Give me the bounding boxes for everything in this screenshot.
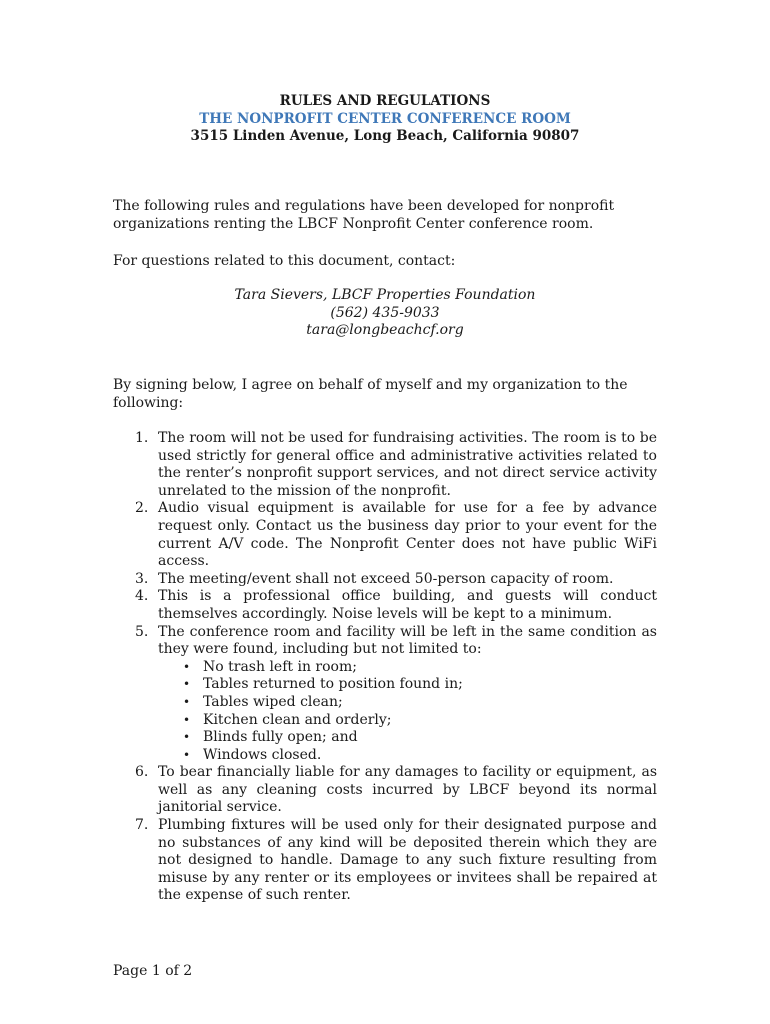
rule-text: The conference room and facility will be left in the same condition as they were found, including but not limited to: bbox=[158, 623, 657, 658]
rule-text: Plumbing fixtures will be used only for their designated purpose and no substances of any kind will be deposited therein which they are not designed to handle. Damage to any such fixture resulting from misuse by any renter or its employees or invitees shall be repaired at the expense of such renter. bbox=[158, 817, 657, 904]
contact-phone: (562) 435-9033 bbox=[330, 304, 440, 321]
rule-text: The meeting/event shall not exceed 50-person capacity of room. bbox=[158, 570, 614, 587]
rule-item bbox=[113, 430, 657, 500]
condition-item bbox=[158, 659, 657, 677]
bullet-icon: • bbox=[183, 659, 191, 674]
rule-text: Audio visual equipment is available for use for a fee by advance request only. Contact us the business day prior to your event for the current A/V code. The Nonprofit Center does not have public WiFi access. bbox=[158, 500, 657, 570]
page-number: Page 1 of 2 bbox=[113, 963, 193, 979]
document-address: 3515 Linden Avenue, Long Beach, California 90807 bbox=[190, 128, 580, 144]
rule-number: 1. bbox=[135, 430, 149, 446]
rule-number: 5. bbox=[135, 623, 149, 640]
rule-item bbox=[113, 588, 657, 623]
rule-item bbox=[113, 817, 657, 905]
rule-number: 6. bbox=[135, 764, 149, 781]
condition-item bbox=[158, 712, 657, 730]
rule-item bbox=[113, 571, 657, 589]
condition-item bbox=[158, 729, 657, 747]
document-subtitle: THE NONPROFIT CENTER CONFERENCE ROOM bbox=[199, 110, 571, 127]
agreement-paragraph: By signing below, I agree on behalf of myself and my organization to the following: bbox=[113, 377, 628, 411]
bullet-icon: • bbox=[183, 747, 191, 762]
condition-text: Tables returned to position found in; bbox=[203, 676, 463, 693]
document-title: RULES AND REGULATIONS bbox=[279, 93, 491, 109]
rule-item bbox=[113, 764, 657, 817]
condition-text: Windows closed. bbox=[203, 746, 322, 763]
contact-block bbox=[0, 287, 770, 340]
rule-number: 4. bbox=[135, 588, 149, 605]
rule-text: This is a professional office building, and guests will conduct themselves accordingly. Noise levels will be kept to a minimum. bbox=[158, 588, 657, 622]
bullet-icon: • bbox=[183, 730, 191, 745]
contact-name: Tara Sievers, LBCF Properties Foundation bbox=[234, 287, 536, 303]
rule-number: 3. bbox=[135, 570, 149, 587]
condition-item bbox=[158, 747, 657, 765]
rule-text: The room will not be used for fundraising activities. The room is to be used strictly for general office and administrative activities related to the renter’s nonprofit support services, and not direct service activity unrelated to the mission of the nonprofit. bbox=[158, 430, 657, 499]
rules-list bbox=[113, 430, 657, 905]
bullet-icon: • bbox=[183, 677, 191, 692]
document-header bbox=[0, 93, 770, 146]
condition-text: Kitchen clean and orderly; bbox=[203, 711, 392, 728]
rule-number: 7. bbox=[135, 817, 149, 834]
bullet-icon: • bbox=[183, 712, 191, 727]
bullet-icon: • bbox=[183, 694, 191, 709]
contact-email: tara@longbeachcf.org bbox=[306, 322, 464, 338]
condition-text: Tables wiped clean; bbox=[203, 693, 343, 710]
questions-paragraph: For questions related to this document, contact: bbox=[113, 253, 456, 269]
rule-item bbox=[113, 500, 657, 570]
condition-text: No trash left in room; bbox=[203, 658, 357, 675]
intro-paragraph: The following rules and regulations have been developed for nonprofit organizations renting the LBCF Nonprofit Center conference room. bbox=[113, 198, 615, 232]
rule-text: To bear financially liable for any damages to facility or equipment, as well as any cleaning costs incurred by LBCF beyond its normal janitorial service. bbox=[158, 764, 657, 816]
rule-item bbox=[113, 624, 657, 765]
condition-text: Blinds fully open; and bbox=[203, 729, 358, 746]
rule-number: 2. bbox=[135, 500, 149, 517]
condition-item bbox=[158, 694, 657, 712]
condition-bullet-list bbox=[158, 659, 657, 765]
condition-item bbox=[158, 676, 657, 694]
